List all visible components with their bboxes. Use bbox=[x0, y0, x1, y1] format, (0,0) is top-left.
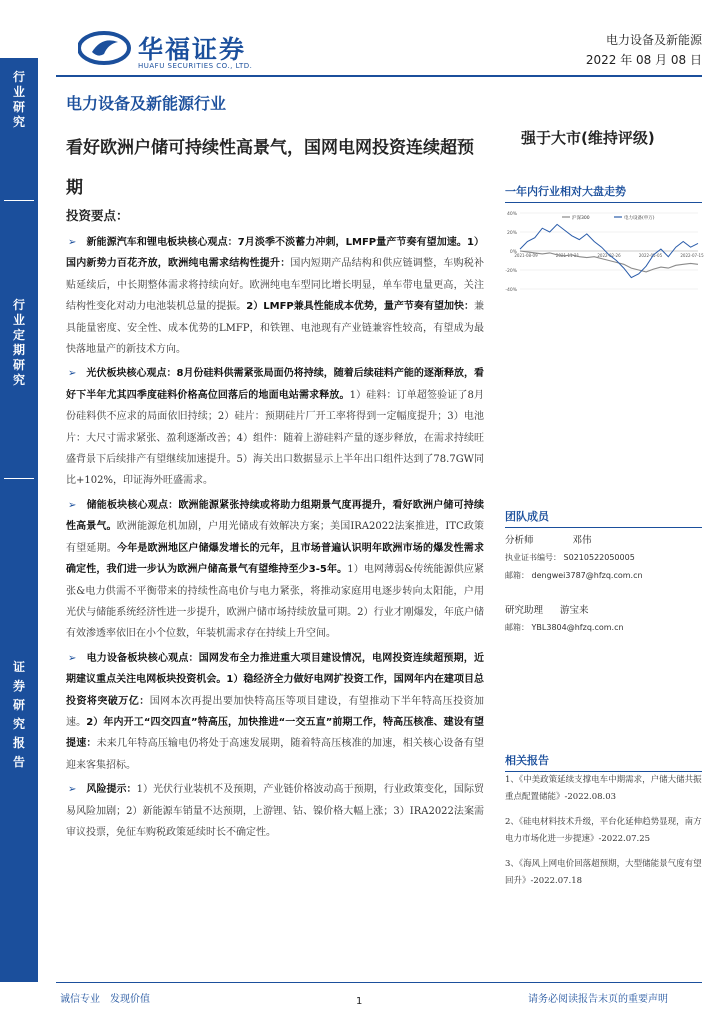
assistant-name: 游宝来 bbox=[560, 605, 589, 616]
y-tick-label: 40% bbox=[506, 212, 517, 217]
point-highlight: 2）年内开工“四交四直”特高压，加快推进“一交五直”前期工作，特高压核准、建设有望提速： bbox=[66, 716, 485, 750]
arrow-bullet-icon: ➢ bbox=[68, 237, 77, 248]
sidebar-label-2: 行 业 定 期 研 究 bbox=[12, 298, 25, 387]
trend-chart bbox=[500, 205, 705, 300]
point-highlight: 今年是欧洲地区户储爆发增长的元年，且市场普遍认识明年欧洲市场的爆发性需求确定性，我们进一步认为欧洲户储高景气有望维持至少3-5年。 bbox=[66, 542, 484, 576]
sidebar-label-3: 证 券 研 究 报 告 bbox=[12, 660, 25, 769]
y-tick-label: -20% bbox=[505, 269, 517, 274]
assistant-role: 研究助理 bbox=[505, 605, 544, 616]
analyst-email-row bbox=[505, 570, 643, 581]
x-tick-label: 2022-02-26 bbox=[597, 253, 621, 258]
investment-point bbox=[66, 648, 484, 776]
company-name-cn: 华福证券 bbox=[138, 35, 247, 64]
sidebar-label-1: 行 业 研 究 bbox=[12, 70, 25, 129]
legend-label: 沪深300 bbox=[572, 216, 590, 221]
point-text: 1）光伏行业装机不及预期，产业链价格波动高于预期，行业政策变化，国际贸易风险加剧；2）新能源车销量不达预期，上游锂、钴、镍价格大幅上涨；3）IRA2022法案需审议投票，免征车购税政策延续时长不确定性。 bbox=[66, 784, 484, 838]
email-label: 邮箱： bbox=[505, 571, 529, 580]
huafu-logo-icon bbox=[78, 30, 132, 66]
point-text: 欧洲能源危机加剧，户用光储成有效解决方案；美国IRA2022法案推进，ITC政策有望延期。 bbox=[66, 521, 485, 554]
footer-divider bbox=[56, 982, 702, 983]
rating-label: 强于大市(维持评级) bbox=[521, 129, 655, 147]
arrow-bullet-icon: ➢ bbox=[68, 784, 77, 796]
footer-disclaimer: 请务必阅读报告末页的重要声明 bbox=[528, 994, 668, 1005]
company-name-en: HUAFU SECURITIES CO., LTD. bbox=[138, 62, 253, 70]
assistant-email-row bbox=[505, 622, 624, 633]
related-title: 相关报告 bbox=[505, 752, 702, 772]
header-divider bbox=[56, 75, 702, 77]
point-highlight: 电力设备板块核心观点：国网发布全力推进重大项目建设情况，电网投资连续超预期，近期建议重点关注电网板块投资机会。1）稳经济全力做好电网扩投资工作，国网年内在建项目总投资将突破万亿： bbox=[66, 652, 484, 707]
point-text: 国网本次再提出要加快特高压等项目建设，有望推动下半年特高压投资加速。 bbox=[66, 695, 485, 728]
point-text: 兼具能量密度、安全性、成本优势的LMFP，和铁锂、电池现有产业链兼容性较高，有望成为最快落地量产的新技术方向。 bbox=[66, 301, 485, 356]
y-tick-label: 20% bbox=[506, 231, 517, 236]
sidebar-divider bbox=[4, 478, 34, 479]
point-highlight: 储能板块核心观点：欧洲能源紧张持续或将助力组期景气度再提升，看好欧洲户储可持续性高景气。 bbox=[66, 499, 484, 533]
assistant-row bbox=[505, 602, 589, 616]
x-tick-label: 2022-05-05 bbox=[638, 253, 663, 258]
related-reports bbox=[505, 772, 705, 898]
report-category: 电力设备及新能源 bbox=[605, 33, 702, 47]
sidebar-divider bbox=[4, 200, 34, 201]
license-label: 执业证书编号： bbox=[505, 553, 561, 562]
point-text: 1）电网薄弱&传统能源供应紧张&电力供需不平衡带来的持续性高电价与电力紧张，将推动家庭用电逐步转向太阳能，户用光伏与储能系统经济性进一步提升，欧洲户储市场持续放量可期。2）行业才刚爆发，年底户储有效渗透率依旧在小个位数，年装机需求存在持续上升空间。 bbox=[66, 564, 484, 640]
analyst-row bbox=[505, 532, 592, 546]
point-highlight: 风险提示： bbox=[86, 784, 137, 796]
point-highlight: 新能源汽车和锂电板块核心观点：7月淡季不淡蓄力冲刺，LMFP量产节奏有望加速。1）国内新势力百花齐放，欧洲纯电需求结构性提升： bbox=[66, 237, 484, 270]
investment-point bbox=[66, 363, 484, 491]
legend-label: 电力设备(申万) bbox=[624, 216, 655, 221]
team-title: 团队成员 bbox=[505, 508, 702, 528]
point-highlight: 2）LMFP兼具性能成本优势，量产节奏有望加快： bbox=[246, 301, 475, 313]
investment-point bbox=[66, 495, 484, 645]
arrow-bullet-icon: ➢ bbox=[68, 368, 77, 380]
related-report-item[interactable]: 3、《海风上网电价回落超预期，大型储能景气度有望回升》-2022.07.18 bbox=[505, 859, 702, 886]
report-date: 2022 年 08 月 08 日 bbox=[585, 53, 702, 67]
company-logo bbox=[78, 30, 278, 74]
trend-chart-title: 一年内行业相对大盘走势 bbox=[505, 183, 702, 203]
related-report-item[interactable]: 2、《硅电材料技术升级，平台化延伸趋势显现，南方电力市场化进一步提速》-2022.07.25 bbox=[505, 817, 702, 844]
y-tick-label: 0% bbox=[509, 250, 517, 255]
left-sidebar bbox=[0, 58, 38, 982]
email-label: 邮箱： bbox=[505, 623, 529, 632]
license-row bbox=[505, 552, 635, 563]
page-number: 1 bbox=[356, 996, 363, 1007]
point-text: 国内短期产品结构和供应链调整，车购税补贴延续后，中长期整体需求将持续向好。欧洲纯电车型同比增长明显，单车带电量更高，关注结构性变化对动力电池装机总量的提振。 bbox=[66, 258, 485, 313]
related-report-item[interactable]: 1、《中美政策延续支撑电车中期需求，户储大储共振重点配置储能》-2022.08.03 bbox=[505, 775, 702, 802]
industry-title: 电力设备及新能源行业 bbox=[66, 94, 227, 113]
arrow-bullet-icon: ➢ bbox=[68, 499, 77, 511]
analyst-role: 分析师 bbox=[505, 535, 534, 546]
investment-points bbox=[66, 232, 484, 843]
assistant-email[interactable]: YBL3804@hfzq.com.cn bbox=[531, 623, 624, 632]
point-text: 1）硅料：订单超签验证了8月份硅料供不应求的局面依旧持续；2）硅片：预期硅片厂开工率将得到一定幅度提升；3）电池片：大尺寸需求紧张、盈利逐渐改善；4）组件：随着上游硅料产量的逐步释放，在需求持续旺盛背景下后续排产有望继续加速提升。5）海关出口数据显示上半年出口组件达到了78.7GW同比+102%，印证海外旺盛需求。 bbox=[66, 389, 485, 487]
analyst-email[interactable]: dengwei3787@hfzq.com.cn bbox=[531, 571, 643, 580]
point-highlight: 光伏板块核心观点：8月份硅料供需紧张局面仍将持续，随着后续硅料产能的逐渐释放，看好下半年尤其四季度硅料价格高位回落后的地面电站需求释放。 bbox=[66, 368, 484, 401]
license-number: S0210522050005 bbox=[563, 553, 635, 562]
x-tick-label: 2021-08-09 bbox=[514, 253, 538, 258]
investment-point bbox=[66, 232, 484, 360]
point-text: 未来几年特高压输电仍将处于高速发展期，随着特高压核准的加速，相关核心设备有望迎来客集招标。 bbox=[66, 738, 485, 771]
investment-title: 投资要点： bbox=[66, 208, 129, 223]
analyst-name: 邓伟 bbox=[572, 535, 592, 546]
footer-slogan: 诚信专业 发现价值 bbox=[60, 994, 150, 1005]
header-meta bbox=[586, 30, 702, 70]
arrow-bullet-icon: ➢ bbox=[68, 652, 77, 664]
report-headline: 看好欧洲户储可持续性高景气，国网电网投资连续超预期 bbox=[66, 138, 474, 198]
x-tick-label: 2021-11-21 bbox=[555, 253, 580, 258]
main-content bbox=[66, 206, 484, 846]
investment-point bbox=[66, 779, 484, 843]
x-tick-label: 2022-07-15 bbox=[680, 253, 704, 258]
y-tick-label: -40% bbox=[505, 288, 517, 293]
